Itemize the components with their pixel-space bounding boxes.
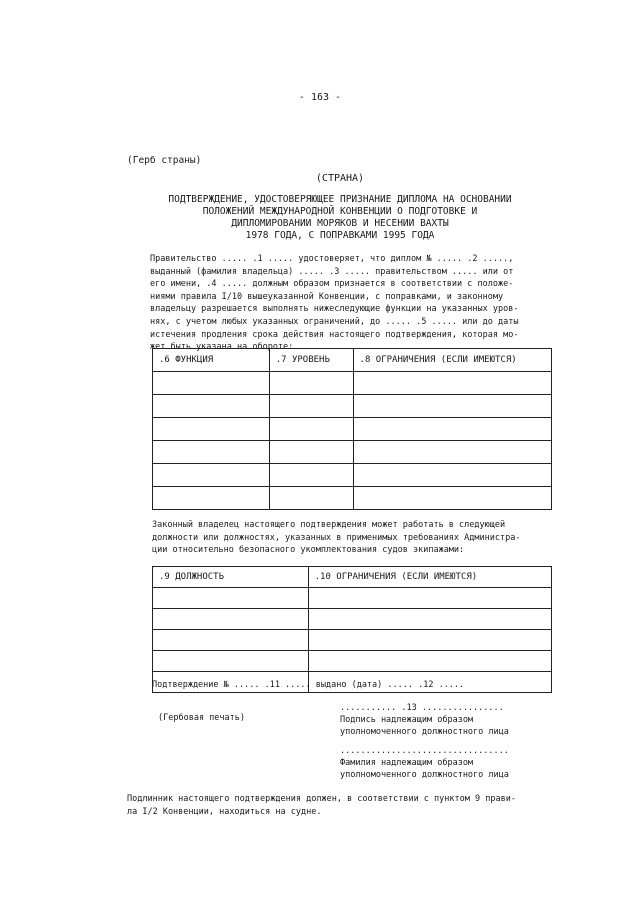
intro-line: ниями правила I/10 вышеуказанной Конвенции, с поправками, и законному [150, 291, 504, 302]
table-cell[interactable] [353, 464, 551, 487]
functions-table [152, 348, 552, 510]
table-row [153, 464, 552, 487]
footer-note [127, 793, 567, 819]
table-cell[interactable] [269, 372, 353, 395]
table-cell[interactable] [153, 418, 270, 441]
footer-line: Подлинник настоящего подтверждения должен, в соответствии с пунктом 9 прави- [127, 794, 516, 804]
header-position: .9 ДОЛЖНОСТЬ [153, 567, 309, 588]
table-cell[interactable] [153, 372, 270, 395]
positions-table [152, 566, 552, 693]
title-line: 1978 ГОДА, С ПОПРАВКАМИ 1995 ГОДА [245, 230, 435, 241]
title-line: ПОЛОЖЕНИЙ МЕЖДУНАРОДНОЙ КОНВЕНЦИИ О ПОДГОТОВКЕ И [202, 206, 478, 217]
coat-of-arms-label: (Герб страны) [127, 155, 202, 166]
table-row [153, 372, 552, 395]
country-label: (СТРАНА) [315, 173, 365, 184]
table-row [153, 651, 552, 672]
table-cell[interactable] [153, 395, 270, 418]
title-line: ДИПЛОМИРОВАНИИ МОРЯКОВ И НЕСЕНИИ ВАХТЫ [231, 218, 449, 229]
header-limitations: .8 ОГРАНИЧЕНИЯ (ЕСЛИ ИМЕЮТСЯ) [353, 349, 551, 372]
table-row [153, 487, 552, 510]
table-cell[interactable] [353, 395, 551, 418]
holder-line: Законный владелец настоящего подтверждения может работать в следующей [152, 520, 506, 530]
table-cell[interactable] [153, 464, 270, 487]
table-cell[interactable] [308, 588, 551, 609]
header-limitations: .10 ОГРАНИЧЕНИЯ (ЕСЛИ ИМЕЮТСЯ) [308, 567, 551, 588]
table-cell[interactable] [353, 372, 551, 395]
table-cell[interactable] [353, 441, 551, 464]
table-row [153, 395, 552, 418]
intro-paragraph [150, 253, 555, 354]
name-label: Фамилия надлежащим образом [340, 758, 474, 768]
header-function: .6 ФУНКЦИЯ [153, 349, 270, 372]
seal-label: (Гербовая печать) [158, 713, 245, 723]
intro-line: выданный (фамилия владельца) ..... .3 ..... правительством ..... или от [150, 266, 514, 277]
table-header-row [153, 567, 552, 588]
table-cell[interactable] [153, 630, 309, 651]
table-cell[interactable] [269, 487, 353, 510]
table-row [153, 609, 552, 630]
table-row [153, 418, 552, 441]
footer-line: ла I/2 Конвенции, находиться на судне. [127, 807, 322, 817]
signature-label: Подпись надлежащим образом [340, 715, 474, 725]
table-cell[interactable] [353, 487, 551, 510]
table-cell[interactable] [153, 441, 270, 464]
table-row [153, 588, 552, 609]
table-header-row [153, 349, 552, 372]
confirmation-line: Подтверждение № ..... .11 ..... выдано (дата) ..... .12 ..... [152, 680, 465, 690]
signature-label: уполномоченного должностного лица [340, 727, 509, 737]
name-label: уполномоченного должностного лица [340, 770, 509, 780]
table-cell[interactable] [308, 609, 551, 630]
table-cell[interactable] [269, 418, 353, 441]
table-cell[interactable] [269, 395, 353, 418]
table-cell[interactable] [353, 418, 551, 441]
table-row [153, 441, 552, 464]
intro-line: нях, с учетом любых указанных ограничений, до ..... .5 ..... или до даты [150, 316, 519, 327]
holder-line: должности или должностях, указанных в применимых требованиях Администра- [152, 532, 521, 543]
title-line: ПОДТВЕРЖДЕНИЕ, УДОСТОВЕРЯЮЩЕЕ ПРИЗНАНИЕ ДИПЛОМА НА ОСНОВАНИИ [168, 194, 512, 205]
holder-paragraph [152, 519, 557, 557]
page-number: - 163 - [298, 92, 342, 103]
table-cell[interactable] [153, 609, 309, 630]
signature-dots: ........... .13 ................ [340, 703, 504, 713]
intro-line: жет быть указана на обороте: [150, 342, 294, 353]
table-cell[interactable] [269, 441, 353, 464]
document-title [125, 194, 555, 242]
table-row [153, 630, 552, 651]
holder-line: ции относительно безопасного укомплектования судов экипажами: [152, 545, 465, 555]
intro-line: истечения продления срока действия настоящего подтверждения, которая мо- [150, 329, 519, 340]
table-cell[interactable] [308, 651, 551, 672]
table-cell[interactable] [308, 630, 551, 651]
intro-line: его имени, .4 ..... должным образом признается в соответствии с положе- [150, 279, 514, 290]
header-level: .7 УРОВЕНЬ [269, 349, 353, 372]
intro-line: Правительство ..... .1 ..... удостоверяет, что диплом № ..... .2 ....., [150, 254, 514, 264]
name-dots: ................................. [340, 746, 509, 756]
table-cell[interactable] [153, 588, 309, 609]
table-cell[interactable] [153, 651, 309, 672]
table-cell[interactable] [153, 487, 270, 510]
table-cell[interactable] [269, 464, 353, 487]
intro-line: владельцу разрешается выполнять нижеследующие функции на указанных уров- [150, 304, 519, 315]
